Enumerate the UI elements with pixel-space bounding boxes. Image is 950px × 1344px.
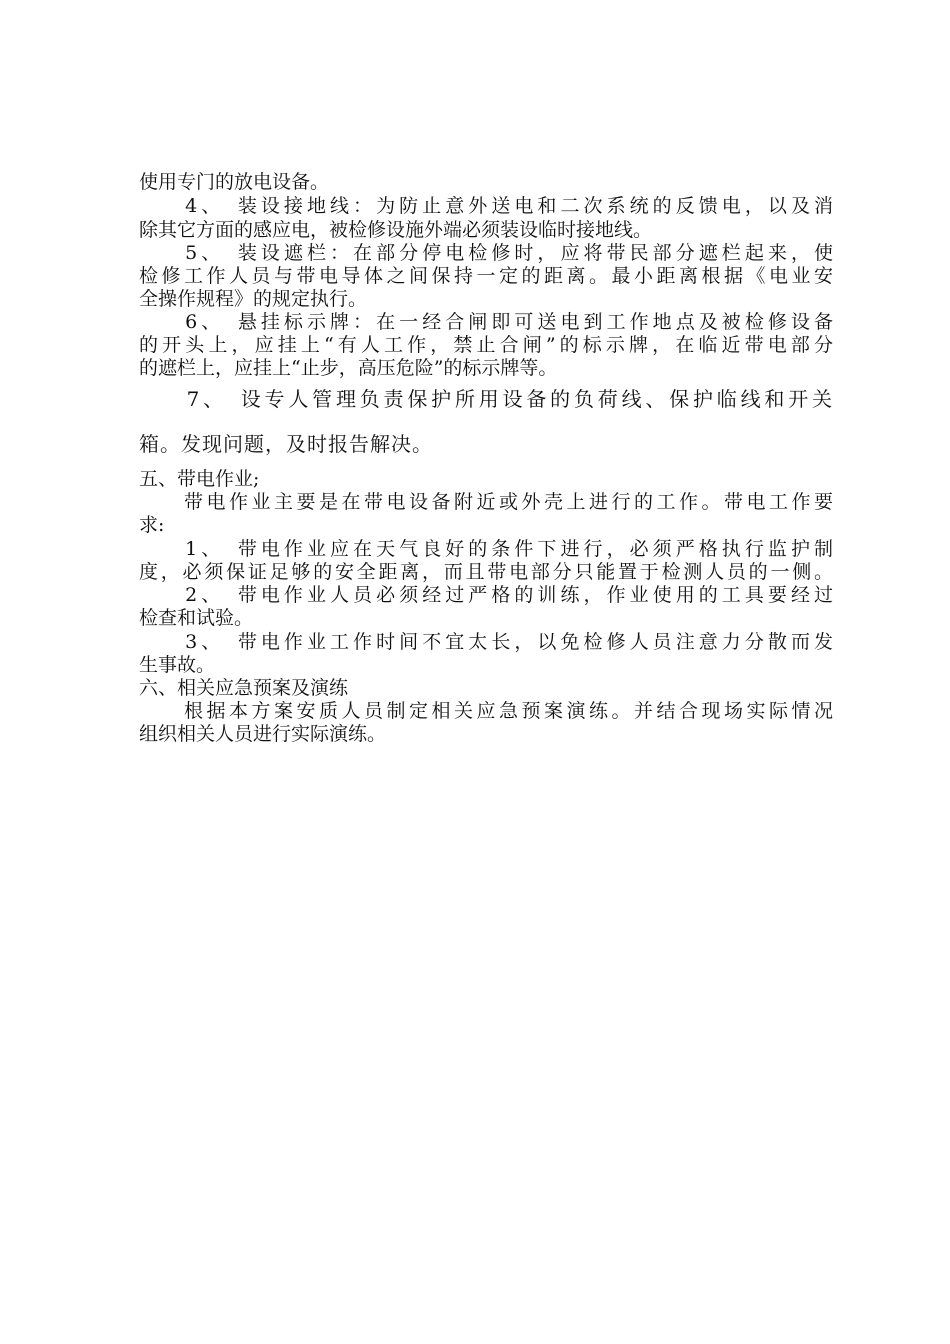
section-heading-5: 五、带电作业; [139,468,260,490]
text-line-19: 3、 带电作业工作时间不宜太长，以免检修人员注意力分散而发 [139,631,833,653]
text-line-22: 根据本方案安质人员制定相关应急预案演练。并结合现场实际情况 [139,700,833,722]
text-line-1: 使用专门的放电设备。 [139,171,330,193]
text-line-14: 求: [139,514,165,536]
text-line-11: 箱。发现问题，及时报告解决。 [139,432,433,456]
section-heading-6: 六、相关应急预案及演练 [139,677,349,699]
text-line-4: 5、 装设遮栏：在部分停电检修时，应将带民部分遮栏起来，使 [139,242,833,264]
text-line-5: 检修工作人员与带电导体之间保持一定的距离。最小距离根据《电业安 [139,265,833,287]
text-line-15: 1、 带电作业应在天气良好的条件下进行，必须严格执行监护制 [139,538,833,560]
text-line-2: 4、 装设接地线：为防止意外送电和二次系统的反馈电，以及消 [139,195,833,217]
text-line-3: 除其它方面的感应电，被检修设施外端必须装设临时接地线。 [139,219,653,241]
text-line-6: 全操作规程》的规定执行。 [139,288,368,310]
text-line-10: 7、 设专人管理负责保护所用设备的负荷线、保护临线和开关 [139,387,833,411]
text-line-13: 带电作业主要是在带电设备附近或外壳上进行的工作。带电工作要 [139,491,833,513]
text-line-16: 度，必须保证足够的安全距离，而且带电部分只能置于检测人员的一侧。 [139,561,833,583]
text-line-20: 生事故。 [139,654,216,676]
text-line-9: 的遮栏上，应挂上“止步，高压危险”的标示牌等。 [139,357,558,379]
text-line-18: 检查和试验。 [139,607,254,629]
text-line-7: 6、 悬挂标示牌：在一经合闸即可送电到工作地点及被检修设备 [139,311,833,333]
text-line-23: 组织相关人员进行实际演练。 [139,723,387,745]
text-line-17: 2、 带电作业人员必须经过严格的训练，作业使用的工具要经过 [139,584,833,606]
text-line-8: 的开头上，应挂上“有人工作，禁止合闸”的标示牌，在临近带电部分 [139,334,833,356]
